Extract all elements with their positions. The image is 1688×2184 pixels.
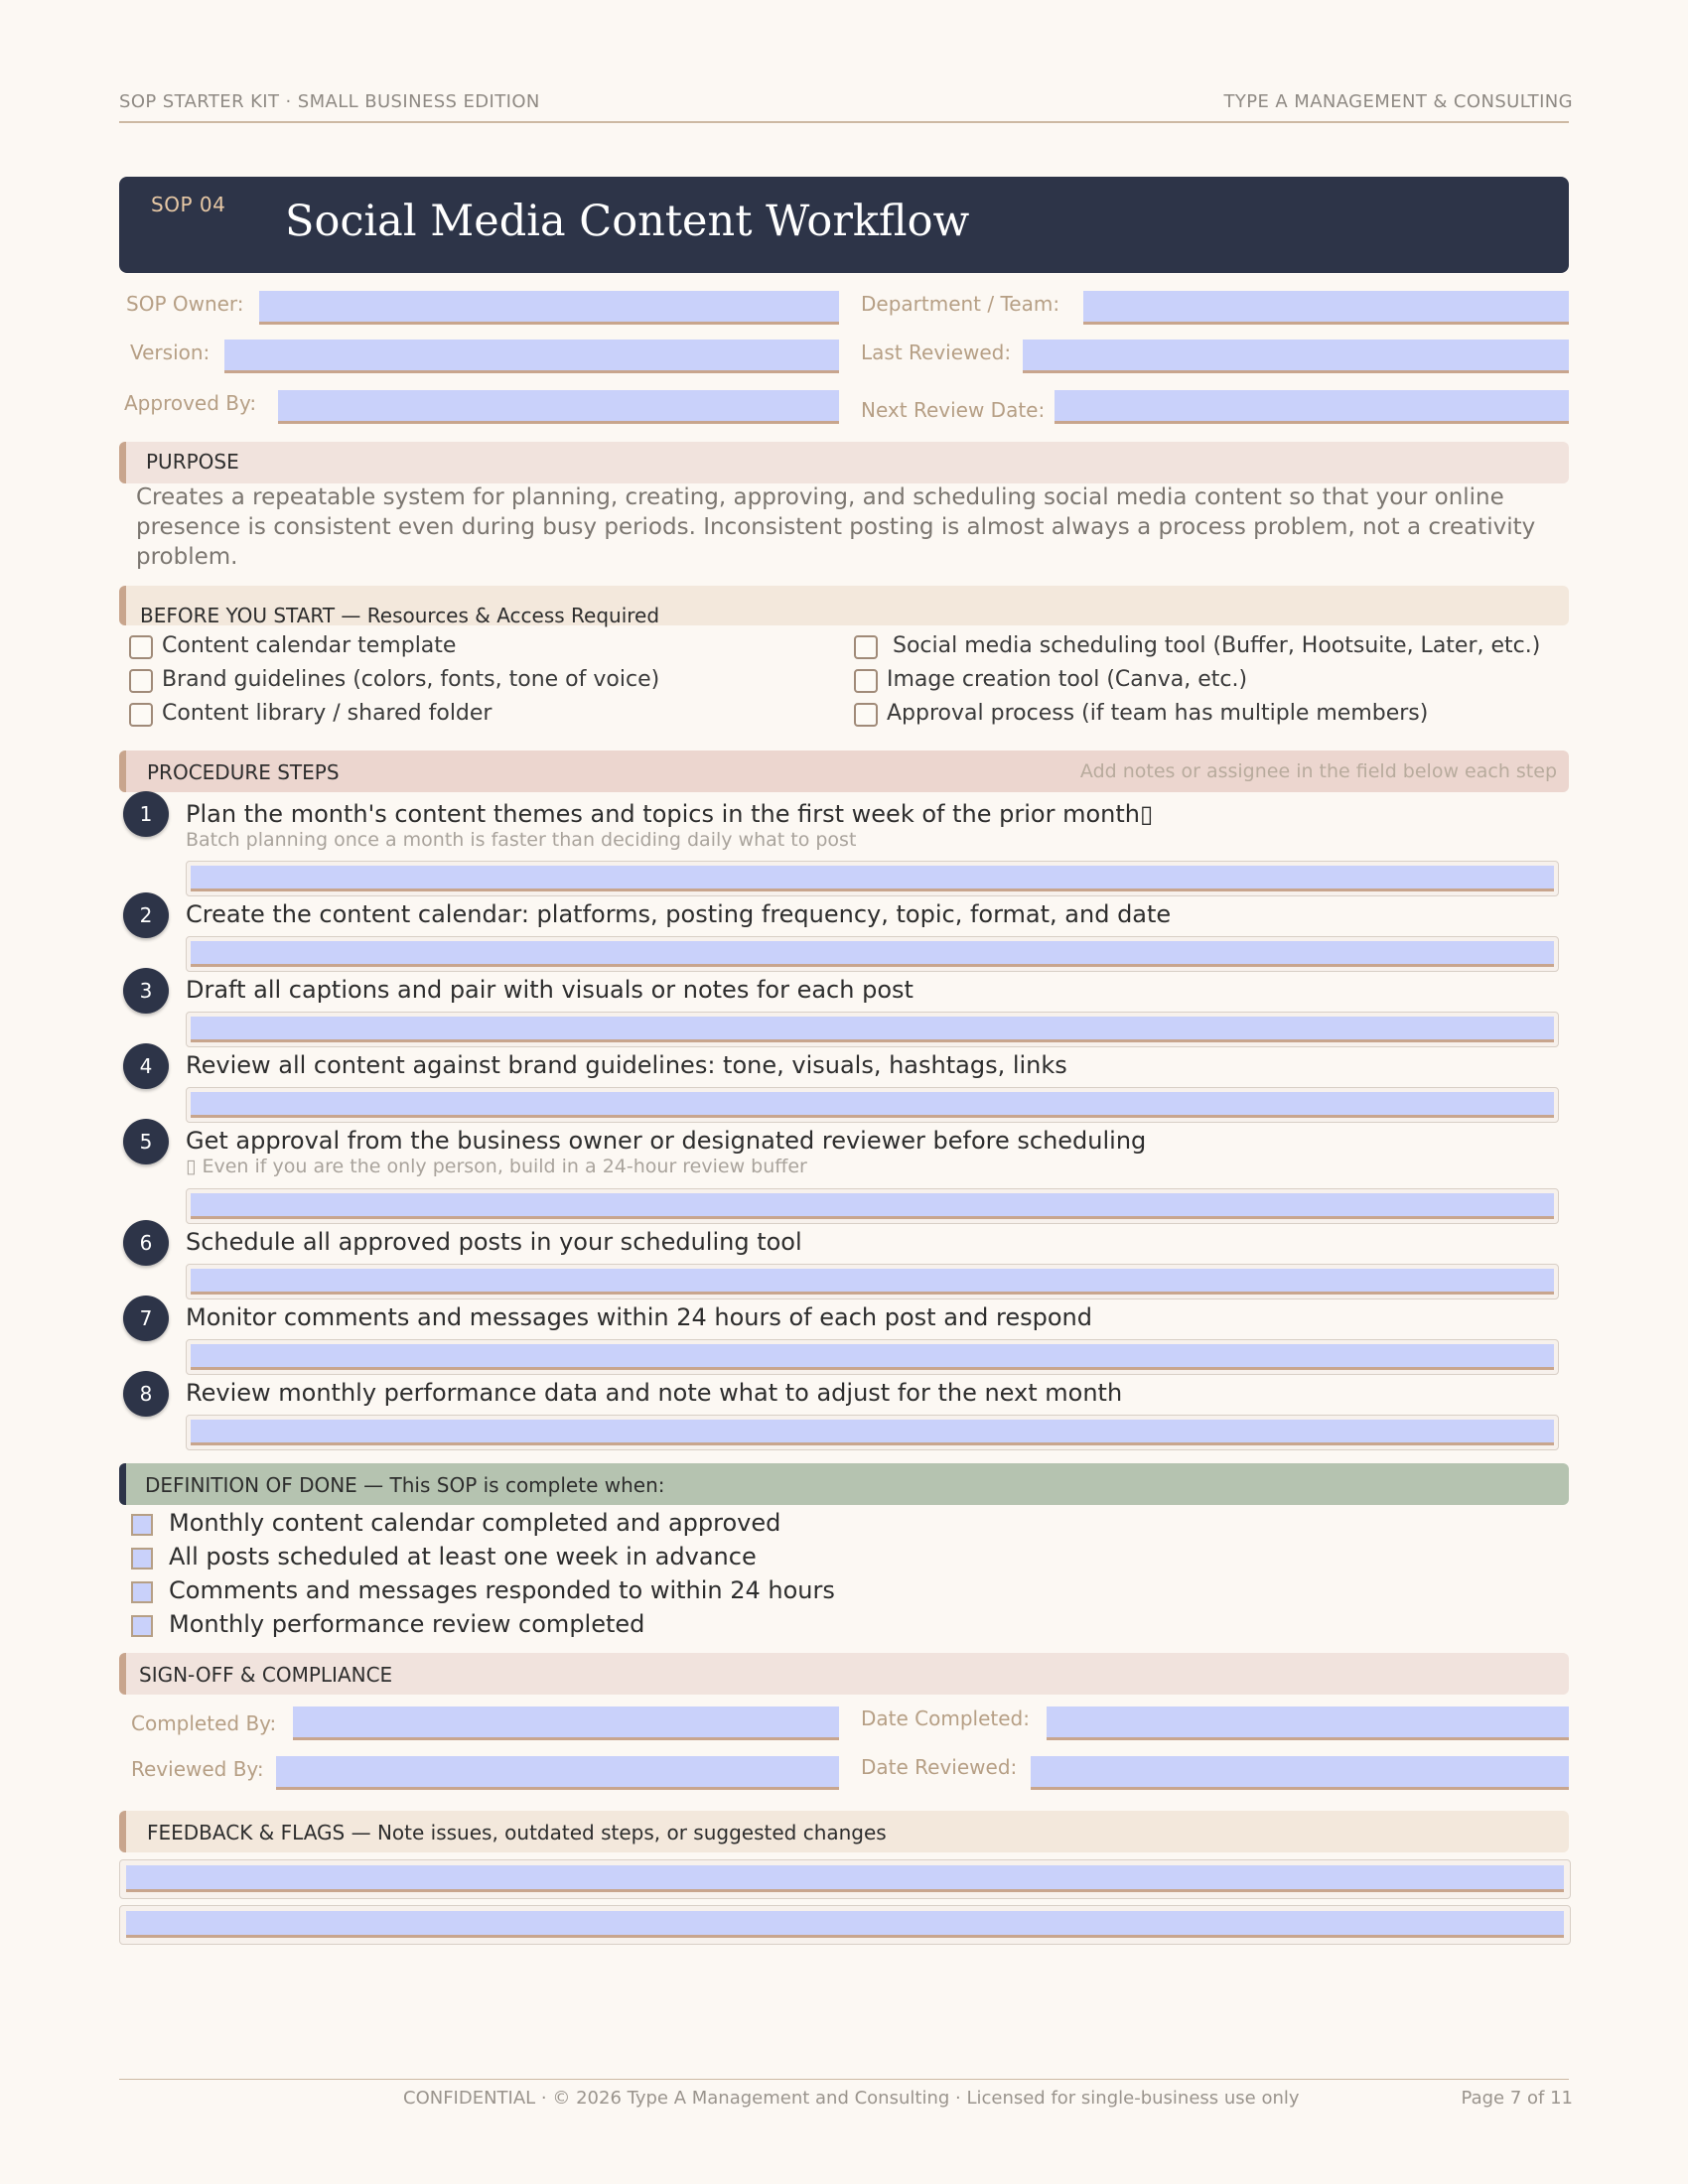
section-accent-bar (119, 442, 126, 483)
completed-by-label: Completed By: (131, 1711, 277, 1735)
step-text: Get approval from the business owner or designated reviewer before scheduling (186, 1127, 1147, 1155)
sop-owner-field[interactable] (259, 291, 839, 325)
version-label: Version: (130, 341, 211, 364)
done-item: All posts scheduled at least one week in advance (169, 1543, 757, 1570)
signoff-title: SIGN-OFF & COMPLIANCE (139, 1663, 393, 1687)
step-note: ▯ Even if you are the only person, build in a 24-hour review buffer (186, 1156, 807, 1177)
section-accent-bar (119, 1653, 126, 1695)
checkbox[interactable] (854, 703, 878, 727)
done-item: Monthly performance review completed (169, 1610, 645, 1638)
version-field[interactable] (224, 340, 839, 373)
done-checkbox[interactable] (131, 1581, 153, 1603)
step-notes-field[interactable] (186, 936, 1559, 972)
next-review-label: Next Review Date: (861, 398, 1046, 422)
step-notes-field[interactable] (186, 1012, 1559, 1047)
step-notes-field[interactable] (186, 1188, 1559, 1224)
definition-of-done-title: DEFINITION OF DONE — This SOP is complete when: (145, 1473, 665, 1497)
step-notes-field[interactable] (186, 1087, 1559, 1123)
feedback-field[interactable] (119, 1905, 1571, 1945)
procedure-title: PROCEDURE STEPS (147, 760, 340, 784)
checkbox[interactable] (854, 669, 878, 693)
step-text: Draft all captions and pair with visuals or notes for each post (186, 976, 914, 1004)
date-completed-field[interactable] (1047, 1706, 1569, 1740)
step-number-badge: 8 (123, 1371, 169, 1417)
resource-item: Brand guidelines (colors, fonts, tone of voice) (162, 667, 660, 692)
feedback-field[interactable] (119, 1859, 1571, 1899)
step-number-badge: 7 (123, 1296, 169, 1341)
sop-title-bar (119, 177, 1569, 273)
before-start-title: BEFORE YOU START — Resources & Access Required (140, 604, 660, 627)
next-review-field[interactable] (1055, 390, 1569, 424)
before-start-section-header (119, 586, 1569, 625)
header-left-text: SOP STARTER KIT · SMALL BUSINESS EDITION (119, 91, 540, 112)
footer-divider (119, 2079, 1569, 2080)
step-text: Schedule all approved posts in your scheduling tool (186, 1228, 802, 1256)
resource-item: Image creation tool (Canva, etc.) (887, 667, 1248, 692)
step-text: Review monthly performance data and note what to adjust for the next month (186, 1379, 1123, 1407)
procedure-hint: Add notes or assignee in the field below each step (1079, 760, 1557, 782)
resource-item: Social media scheduling tool (Buffer, Hootsuite, Later, etc.) (893, 633, 1541, 658)
header-divider (119, 121, 1569, 123)
department-field[interactable] (1083, 291, 1569, 325)
date-reviewed-field[interactable] (1031, 1756, 1569, 1790)
section-accent-bar (119, 1811, 126, 1852)
completed-by-field[interactable] (293, 1706, 839, 1740)
page-number: Page 7 of 11 (1461, 2088, 1573, 2109)
purpose-section-header (119, 442, 1569, 483)
checkbox[interactable] (854, 635, 878, 659)
last-reviewed-field[interactable] (1023, 340, 1569, 373)
date-completed-label: Date Completed: (861, 1706, 1030, 1730)
resource-item: Content library / shared folder (162, 701, 492, 726)
definition-of-done-section-header (119, 1463, 1569, 1505)
step-notes-field[interactable] (186, 861, 1559, 896)
step-number-badge: 5 (123, 1119, 169, 1164)
department-label: Department / Team: (861, 292, 1060, 316)
done-item: Comments and messages responded to within 24 hours (169, 1576, 835, 1604)
step-note: Batch planning once a month is faster than deciding daily what to post (186, 829, 857, 851)
approved-by-field[interactable] (278, 390, 839, 424)
step-text: Monitor comments and messages within 24 hours of each post and respond (186, 1303, 1092, 1331)
reviewed-by-label: Reviewed By: (131, 1757, 264, 1781)
done-checkbox[interactable] (131, 1615, 153, 1637)
date-reviewed-label: Date Reviewed: (861, 1755, 1018, 1779)
sop-owner-label: SOP Owner: (126, 292, 244, 316)
done-checkbox[interactable] (131, 1548, 153, 1570)
feedback-section-header (119, 1811, 1569, 1852)
signoff-section-header (119, 1653, 1569, 1695)
section-accent-bar (119, 586, 126, 625)
sop-number: SOP 04 (151, 193, 226, 216)
step-text: Review all content against brand guidelines: tone, visuals, hashtags, links (186, 1051, 1067, 1079)
feedback-title: FEEDBACK & FLAGS — Note issues, outdated steps, or suggested changes (147, 1821, 887, 1844)
checkbox[interactable] (129, 669, 153, 693)
resource-item: Content calendar template (162, 633, 457, 658)
step-notes-field[interactable] (186, 1339, 1559, 1375)
step-notes-field[interactable] (186, 1264, 1559, 1299)
done-item: Monthly content calendar completed and approved (169, 1509, 781, 1537)
checkbox[interactable] (129, 635, 153, 659)
step-number-badge: 1 (123, 791, 169, 837)
purpose-title: PURPOSE (146, 450, 239, 474)
step-number-badge: 3 (123, 968, 169, 1014)
reviewed-by-field[interactable] (276, 1756, 839, 1790)
step-number-badge: 6 (123, 1220, 169, 1266)
step-notes-field[interactable] (186, 1415, 1559, 1450)
section-accent-bar (119, 1463, 126, 1505)
footer-confidential-text: CONFIDENTIAL · © 2026 Type A Management and Consulting · Licensed for single-business use only (403, 2088, 1300, 2109)
resource-item: Approval process (if team has multiple members) (887, 701, 1429, 726)
header-right-text: TYPE A MANAGEMENT & CONSULTING (1223, 91, 1573, 112)
step-text: Create the content calendar: platforms, posting frequency, topic, format, and date (186, 900, 1172, 928)
approved-by-label: Approved By: (124, 391, 257, 415)
page-title: Social Media Content Workflow (285, 197, 970, 246)
purpose-text: Creates a repeatable system for planning, creating, approving, and scheduling social media content so that your online presence is consistent even during busy periods. Inconsistent posting is almost always a process problem, not a creativity problem. (136, 484, 1536, 570)
done-checkbox[interactable] (131, 1514, 153, 1536)
checkbox[interactable] (129, 703, 153, 727)
last-reviewed-label: Last Reviewed: (861, 341, 1012, 364)
step-number-badge: 2 (123, 892, 169, 938)
step-text: Plan the month's content themes and topics in the first week of the prior month▯ (186, 800, 1154, 828)
section-accent-bar (119, 751, 126, 792)
step-number-badge: 4 (123, 1043, 169, 1089)
procedure-section-header (119, 751, 1569, 792)
